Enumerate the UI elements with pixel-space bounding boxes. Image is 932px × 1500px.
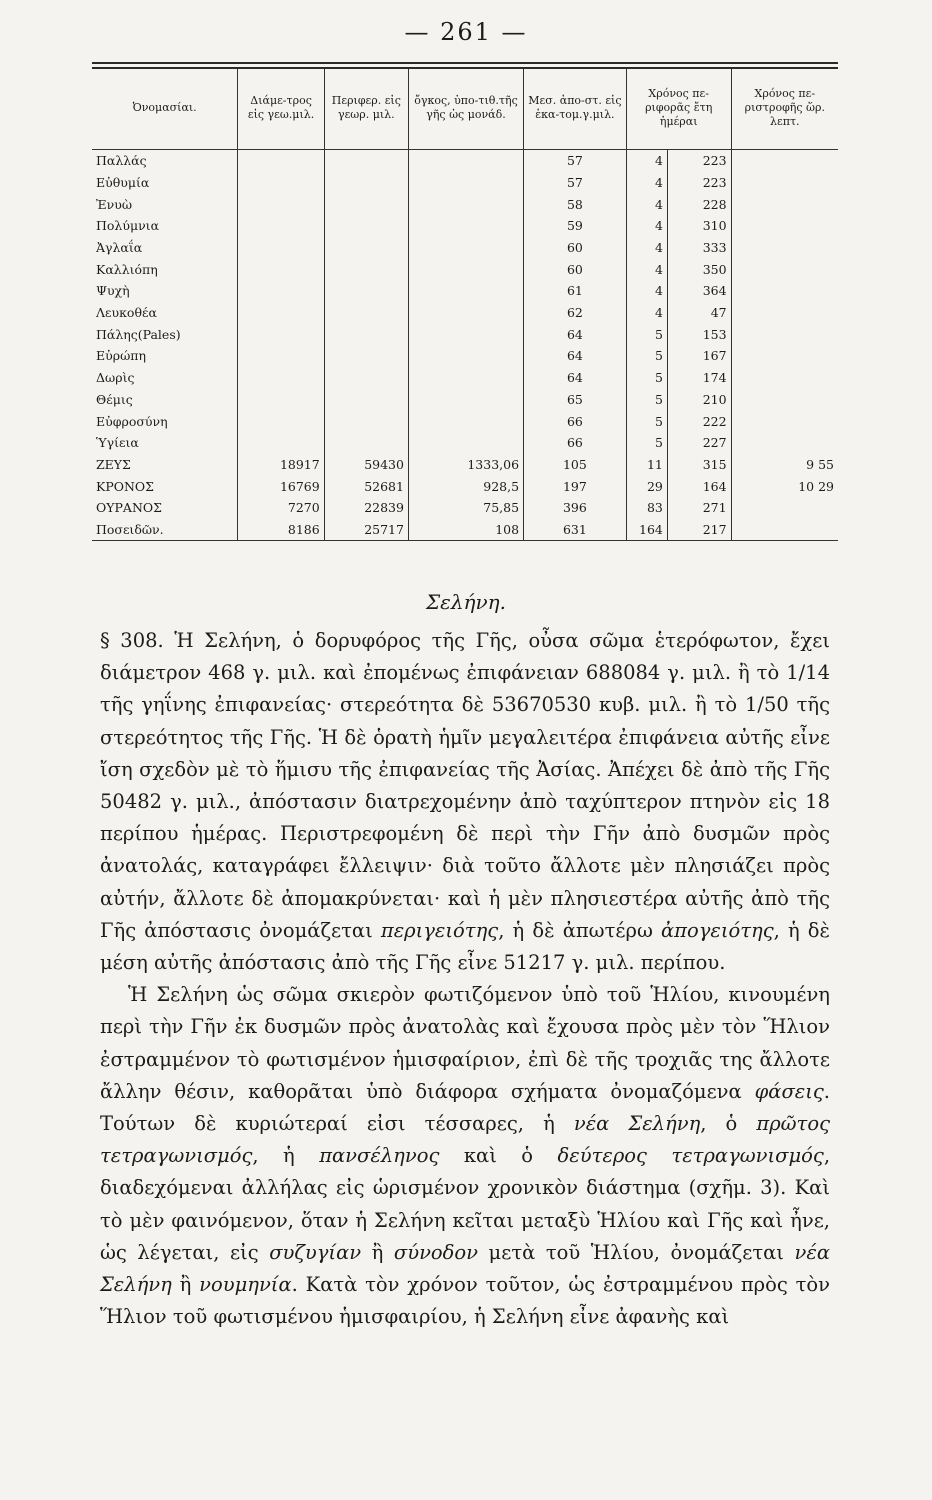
cell-years: 4	[626, 237, 667, 259]
page-number: — 261 —	[404, 18, 528, 46]
cell-circumference: 52681	[324, 475, 408, 497]
italic-term: νέα Σελήνη	[100, 1240, 830, 1297]
cell-distance: 66	[524, 432, 627, 454]
italic-term: συζυγίαν	[269, 1240, 362, 1264]
table-row	[92, 215, 838, 237]
cell-diameter	[238, 193, 324, 215]
planet-table	[92, 69, 838, 541]
italic-term: σύνοδον	[393, 1240, 478, 1264]
cell-volume	[408, 410, 523, 432]
cell-name: ΟΥΡΑΝΟΣ	[96, 500, 162, 516]
cell-diameter: 16769	[238, 475, 324, 497]
cell-years: 5	[626, 389, 667, 411]
table-row	[92, 237, 838, 259]
cell-name: Καλλιόπη	[96, 261, 158, 277]
cell-name: Πολύμνια	[96, 218, 160, 234]
cell-diameter	[238, 324, 324, 346]
cell-days: 364	[667, 280, 731, 302]
cell-days: 228	[667, 193, 731, 215]
cell-rotation	[731, 497, 838, 519]
text-run: . Κατὰ τὸν χρόνον τοῦτον, ὡς ἐστραμμένου πρὸς τὸν Ἥλιον τοῦ φωτισμένου ἡμισφαιρίου, ἡ Σελήνη εἶνε ἀφανὴς καὶ	[100, 1273, 830, 1329]
cell-distance: 64	[524, 367, 627, 389]
cell-diameter	[238, 389, 324, 411]
table-row	[92, 193, 838, 215]
cell-rotation	[731, 432, 838, 454]
cell-name: Εὐφροσύνη	[96, 413, 168, 429]
cell-years: 4	[626, 172, 667, 194]
cell-years: 5	[626, 367, 667, 389]
cell-circumference	[324, 345, 408, 367]
cell-circumference: 25717	[324, 519, 408, 541]
cell-circumference	[324, 280, 408, 302]
cell-diameter	[238, 367, 324, 389]
cell-name: Ἀγλαΐα	[96, 240, 143, 256]
cell-volume	[408, 150, 523, 172]
cell-volume	[408, 280, 523, 302]
cell-diameter	[238, 280, 324, 302]
cell-distance: 58	[524, 193, 627, 215]
table-row	[92, 172, 838, 194]
table-row	[92, 497, 838, 519]
cell-volume	[408, 324, 523, 346]
cell-distance: 631	[524, 519, 627, 541]
cell-years: 4	[626, 150, 667, 172]
cell-name: Δωρὶς	[96, 370, 135, 386]
cell-circumference	[324, 324, 408, 346]
cell-rotation: 10 29	[731, 475, 838, 497]
cell-distance: 396	[524, 497, 627, 519]
table-row	[92, 519, 838, 541]
cell-circumference	[324, 215, 408, 237]
cell-days: 222	[667, 410, 731, 432]
cell-rotation	[731, 389, 838, 411]
cell-distance: 61	[524, 280, 627, 302]
cell-years: 5	[626, 410, 667, 432]
cell-name: ΖΕΥΣ	[96, 456, 131, 472]
cell-rotation	[731, 280, 838, 302]
cell-circumference	[324, 432, 408, 454]
cell-rotation	[731, 215, 838, 237]
text-run: ἢ	[171, 1273, 200, 1297]
cell-days: 350	[667, 258, 731, 280]
table-row	[92, 345, 838, 367]
cell-rotation	[731, 237, 838, 259]
cell-years: 5	[626, 324, 667, 346]
cell-diameter	[238, 345, 324, 367]
paragraph	[100, 625, 830, 979]
cell-volume	[408, 389, 523, 411]
cell-days: 310	[667, 215, 731, 237]
cell-diameter	[238, 215, 324, 237]
cell-volume: 928,5	[408, 475, 523, 497]
header-rotation: Χρόνος πε-ριστροφῆς ὥρ. λεπτ.	[731, 69, 838, 150]
table-row	[92, 432, 838, 454]
text-run: , ὁ	[700, 1112, 757, 1136]
cell-days: 217	[667, 519, 731, 541]
italic-term: νουμηνία	[199, 1273, 292, 1297]
cell-diameter	[238, 410, 324, 432]
cell-days: 167	[667, 345, 731, 367]
cell-distance: 105	[524, 454, 627, 476]
cell-rotation	[731, 258, 838, 280]
cell-name: ΚΡΟΝΟΣ	[96, 478, 155, 494]
cell-years: 5	[626, 345, 667, 367]
table-row	[92, 389, 838, 411]
header-revolution: Χρόνος πε-ριφορᾶς ἔτη ἡμέραι	[626, 69, 731, 150]
text-run: , διαδεχόμεναι ἀλλήλας εἰς ὡρισμένον χρονικὸν διάστημα (σχῆμ. 3). Καὶ τὸ μὲν φαινόμενον, ὅταν ἡ Σελήνη κεῖται μεταξὺ Ἡλίου καὶ Γῆς καὶ ἦνε, ὡς λέγεται, εἰς	[100, 1144, 831, 1264]
cell-volume: 75,85	[408, 497, 523, 519]
text-run: , ἡ	[252, 1144, 320, 1168]
cell-name: Θέμις	[96, 391, 133, 407]
text-run: Ἡ Σελήνη ὡς σῶμα σκιερὸν φωτιζόμενον ὑπὸ τοῦ Ἡλίου, κινουμένη περὶ τὴν Γῆν ἐκ δυσμῶν πρὸς ἀνατολὰς καὶ ἔχουσα πρὸς μὲν τὸν Ἥλιον ἐστραμμένον τὸ φωτισμένον ἡμισφαίριον, ἐπὶ δὲ τῆς τροχιᾶς της ἄλλοτε ἄλλην θέσιν, καθορᾶται ὑπὸ διάφορα σχήματα ὀνομαζόμενα	[100, 983, 830, 1103]
cell-rotation	[731, 345, 838, 367]
cell-rotation	[731, 324, 838, 346]
cell-volume	[408, 215, 523, 237]
cell-volume	[408, 367, 523, 389]
cell-volume	[408, 193, 523, 215]
cell-diameter	[238, 150, 324, 172]
paragraph	[100, 979, 830, 1333]
cell-days: 164	[667, 475, 731, 497]
italic-term: νέα Σελήνη	[573, 1112, 701, 1136]
text-run: καὶ ὁ	[439, 1144, 558, 1168]
cell-name: Ποσειδῶν.	[92, 519, 238, 541]
cell-volume	[408, 258, 523, 280]
table-row	[92, 280, 838, 302]
header-diameter: Διάμε-τρος εἰς γεω.μιλ.	[238, 69, 324, 150]
cell-volume: 1333,06	[408, 454, 523, 476]
cell-days: 315	[667, 454, 731, 476]
cell-years: 4	[626, 258, 667, 280]
table-row	[92, 302, 838, 324]
text-run: § 308. Ἡ Σελήνη, ὁ δορυφόρος τῆς Γῆς, οὖσα σῶμα ἑτερόφωτον, ἔχει διάμετρον 468 γ. μιλ. καὶ ἐπομένως ἐπιφάνειαν 688084 γ. μιλ. ἢ τὸ 1/14 τῆς γηΐνης ἐπιφανείας· στερεότητα δὲ 53670530 κυβ. μιλ. ἢ τὸ 1/50 τῆς στερεότητος τῆς Γῆς. Ἡ δὲ ὁρατὴ ἡμῖν μεγαλειτέρα ἐπιφάνεια αὐτῆς εἶνε ἴση σχεδὸν μὲ τὸ ἥμισυ τῆς ἐπιφανείας τῆς Ἀσίας. Ἀπέχει δὲ ἀπὸ τῆς Γῆς 50482 γ. μιλ., ἀπόστασιν διατρεχομένην ἀπὸ ταχύπτερον πτηνὸν εἰς 18 περίπου ἡμέρας. Περιστρεφομένη δὲ περὶ τὴν Γῆν ἀπὸ δυσμῶν πρὸς ἀνατολάς, καταγράφει ἔλλειψιν· διὰ τοῦτο ἄλλοτε μὲν πλησιάζει πρὸς αὐτήν, ἄλλοτε δὲ ἀπομακρύνεται· καὶ ἡ μὲν πλησιεστέρα αὐτῆς ἀπὸ τῆς Γῆς ἀπόστασις ὀνομάζεται	[100, 629, 830, 942]
header-volume: ὄγκος, ὑπο-τιθ.τῆς γῆς ὡς μονάδ.	[408, 69, 523, 150]
cell-rotation	[731, 150, 838, 172]
cell-rotation	[731, 410, 838, 432]
text-run: . Τούτων δὲ κυριώτεραί εἰσι τέσσαρες, ἡ	[100, 1079, 830, 1136]
cell-distance: 59	[524, 215, 627, 237]
header-distance: Μεσ. ἀπο-στ. εἰς ἑκα-τομ.γ.μιλ.	[524, 69, 627, 150]
cell-years: 83	[626, 497, 667, 519]
text-run: ἢ	[361, 1240, 394, 1264]
cell-distance: 60	[524, 258, 627, 280]
cell-volume	[408, 345, 523, 367]
cell-rotation	[731, 172, 838, 194]
text-run: , ἡ δὲ ἀπωτέρω	[498, 918, 661, 942]
cell-years: 29	[626, 475, 667, 497]
table-row	[92, 454, 838, 476]
italic-term: δεύτερος τετραγωνισμός	[557, 1144, 824, 1168]
cell-days: 210	[667, 389, 731, 411]
cell-diameter: 7270	[238, 497, 324, 519]
text-run: μετὰ τοῦ Ἡλίου, ὀνομάζεται	[478, 1240, 795, 1264]
cell-diameter: 18917	[238, 454, 324, 476]
table-header	[92, 69, 838, 150]
cell-name: Εὐθυμία	[96, 174, 150, 190]
cell-name: Ψυχὴ	[96, 283, 130, 299]
cell-name: Ἐνυὼ	[96, 196, 133, 212]
cell-circumference: 59430	[324, 454, 408, 476]
cell-years: 5	[626, 432, 667, 454]
cell-distance: 65	[524, 389, 627, 411]
cell-years: 11	[626, 454, 667, 476]
italic-term: ἀπογειότης	[661, 918, 774, 942]
cell-days: 174	[667, 367, 731, 389]
cell-circumference	[324, 367, 408, 389]
cell-volume	[408, 302, 523, 324]
header-circumference: Περιφερ. εἰς γεωρ. μιλ.	[324, 69, 408, 150]
cell-years: 4	[626, 302, 667, 324]
cell-distance: 62	[524, 302, 627, 324]
cell-diameter: 8186	[238, 519, 324, 541]
cell-name: Ὑγίεια	[96, 435, 139, 451]
cell-rotation	[731, 519, 838, 541]
cell-name: Παλλάς	[96, 153, 147, 169]
cell-distance: 57	[524, 150, 627, 172]
cell-days: 333	[667, 237, 731, 259]
cell-rotation: 9 55	[731, 454, 838, 476]
cell-years: 4	[626, 215, 667, 237]
cell-name: Πάλης(Pales)	[96, 326, 181, 342]
table-row	[92, 324, 838, 346]
cell-years: 4	[626, 193, 667, 215]
cell-years: 164	[626, 519, 667, 541]
cell-distance: 64	[524, 324, 627, 346]
cell-distance: 64	[524, 345, 627, 367]
section-heading: Σελήνη.	[425, 590, 507, 614]
cell-circumference	[324, 302, 408, 324]
table-row	[92, 367, 838, 389]
cell-circumference	[324, 237, 408, 259]
cell-days: 227	[667, 432, 731, 454]
planet-table-container	[92, 62, 838, 589]
table-body	[92, 150, 838, 541]
table-row	[92, 150, 838, 172]
table-row	[92, 258, 838, 280]
cell-diameter	[238, 258, 324, 280]
cell-circumference: 22839	[324, 497, 408, 519]
cell-distance: 66	[524, 410, 627, 432]
cell-circumference	[324, 150, 408, 172]
cell-volume	[408, 432, 523, 454]
cell-rotation	[731, 193, 838, 215]
cell-circumference	[324, 193, 408, 215]
cell-days: 223	[667, 172, 731, 194]
italic-term: φάσεις	[754, 1079, 824, 1103]
italic-term: πανσέληνος	[319, 1144, 440, 1168]
cell-volume: 108	[408, 519, 523, 541]
cell-circumference	[324, 410, 408, 432]
table-row	[92, 475, 838, 497]
cell-distance: 197	[524, 475, 627, 497]
cell-circumference	[324, 389, 408, 411]
text-run: , ἡ δὲ μέση αὐτῆς ἀπόστασις ἀπὸ τῆς Γῆς εἶνε 51217 γ. μιλ. περίπου.	[100, 918, 830, 975]
italic-term: περιγειότης	[380, 918, 499, 942]
cell-days: 153	[667, 324, 731, 346]
header-name: Ὀνομασίαι.	[92, 69, 238, 150]
cell-circumference	[324, 172, 408, 194]
cell-name: Λευκοθέα	[96, 305, 157, 321]
cell-diameter	[238, 237, 324, 259]
cell-days: 47	[667, 302, 731, 324]
cell-years: 4	[626, 280, 667, 302]
cell-diameter	[238, 432, 324, 454]
cell-rotation	[731, 302, 838, 324]
body-text	[100, 625, 830, 1333]
cell-rotation	[731, 367, 838, 389]
cell-diameter	[238, 172, 324, 194]
cell-days: 223	[667, 150, 731, 172]
cell-diameter	[238, 302, 324, 324]
cell-distance: 60	[524, 237, 627, 259]
cell-name: Εὐρώπη	[96, 348, 146, 364]
cell-circumference	[324, 258, 408, 280]
table-row	[92, 410, 838, 432]
italic-term: πρῶτος τετραγωνισμός	[100, 1112, 831, 1168]
cell-days: 271	[667, 497, 731, 519]
cell-volume	[408, 172, 523, 194]
cell-volume	[408, 237, 523, 259]
cell-distance: 57	[524, 172, 627, 194]
